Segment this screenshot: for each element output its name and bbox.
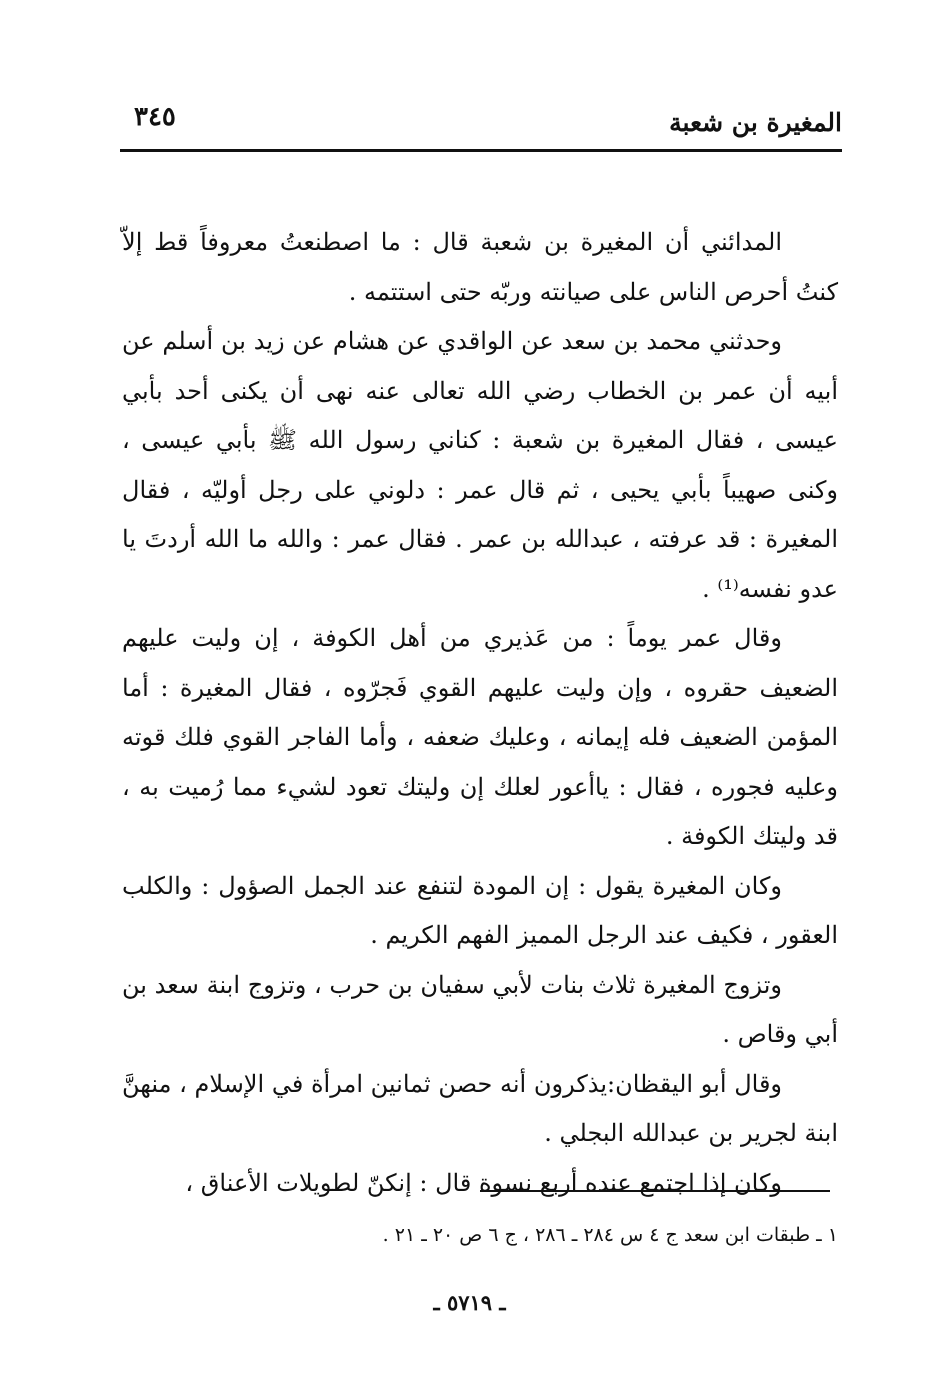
footnote-divider <box>480 1190 830 1192</box>
chapter-title: المغيرة بن شعبة <box>669 108 842 137</box>
footnote: ١ ـ طبقات ابن سعد ج ٤ س ٢٨٤ ـ ٢٨٦ ، ج ٦ ص ٢٠ ـ ٢١ . <box>382 1224 838 1246</box>
main-text <box>122 218 838 1208</box>
paragraph-2: وحدثني محمد بن سعد عن الواقدي عن هشام عن زيد بن أسلم عن أبيه أن عمر بن الخطاب رضي الله تعالى عنه نهى أن يكنى أحد بأبي عيسى ، فقال المغيرة بن شعبة : كناني رسول الله ﷺ بأبي عيسى ، وكنى صهيباً بأبي يحيى ، ثم قال عمر : دلوني على رجل أوليّه ، فقال المغيرة : قد عرفته ، عبدالله بن عمر . فقال عمر : والله ما الله أردتَ يا عدو نفسه⁽¹⁾ . <box>122 327 838 603</box>
paragraph-5: وتزوج المغيرة ثلاث بنات لأبي سفيان بن حرب ، وتزوج ابنة سعد بن أبي وقاص . <box>122 970 838 1048</box>
paragraph-4: وكان المغيرة يقول : إن المودة لتنفع عند الجمل الصؤول : والكلب العقور ، فكيف عند الرجل المميز الفهم الكريم . <box>122 871 838 949</box>
page-number: ٣٤٥ <box>134 102 176 132</box>
paragraph-6: وقال أبو اليقظان:يذكرون أنه حصن ثمانين امرأة في الإسلام ، منهنَّ ابنة لجرير بن عبدالله البجلي . <box>122 1069 838 1147</box>
paragraph-7: وكان إذا اجتمع عنده أربع نسوة قال : إنكنّ لطويلات الأعناق ، <box>185 1168 782 1197</box>
header-divider <box>120 149 842 152</box>
paragraph-1: المدائني أن المغيرة بن شعبة قال : ما اصطنعتُ معروفاً قط إلاّ كنتُ أحرص الناس على صيانته وربّه حتى استتمه . <box>122 228 838 306</box>
paragraph-3: وقال عمر يوماً : من عَذيري من أهل الكوفة ، إن وليت عليهم الضعيف حقروه ، وإن وليت عليهم القوي فَجرّوه ، فقال المغيرة : أما المؤمن الضعيف فله إيمانه ، وعليك ضعفه ، وأما الفاجر القوي فلك قوته وعليه فجوره ، فقال : ياأعور لعلك إن وليتك تعود لشيء مما رُميت به ، قد وليتك الكوفة . <box>122 624 838 850</box>
running-header <box>120 96 842 152</box>
footer-page-number: ـ ٥٧١٩ ـ <box>433 1290 506 1315</box>
